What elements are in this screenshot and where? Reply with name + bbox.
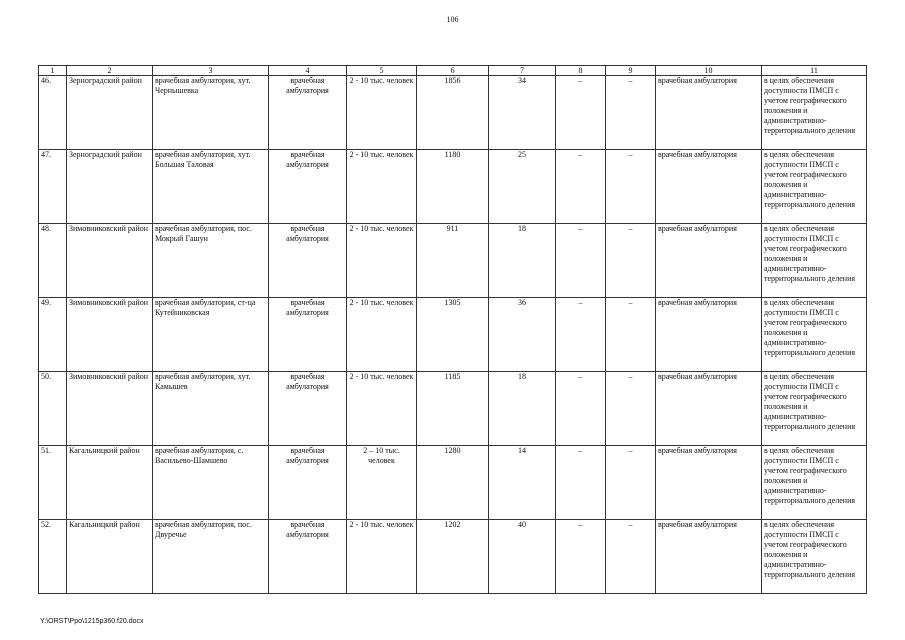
district-cell: Кагальницкий район: [67, 446, 153, 520]
table-row: [39, 150, 867, 224]
district-cell: Зерноградский район: [67, 150, 153, 224]
dash-cell: –: [556, 298, 606, 372]
population-cell: 1305: [417, 298, 489, 372]
column-header-6: 6: [417, 66, 489, 76]
value-cell: 14: [489, 446, 556, 520]
population-cell: 1185: [417, 372, 489, 446]
column-header-9: 9: [606, 66, 656, 76]
table-body: [39, 76, 867, 594]
facilities-table: [38, 65, 867, 594]
facility-type-cell: врачебная амбулатория: [269, 446, 347, 520]
population-range-cell: 2 - 10 тыс. человек: [347, 520, 417, 594]
facility-type-cell: врачебная амбулатория: [269, 520, 347, 594]
facility-name-cell: врачебная амбулатория, хут. Большая Таловая: [153, 150, 269, 224]
column-header-11: 11: [762, 66, 867, 76]
table-row: [39, 76, 867, 150]
justification-cell: в целях обеспечения доступности ПМСП с учетом географического положения и административно-территориального деления: [762, 372, 867, 446]
district-cell: Зимовниковский район: [67, 224, 153, 298]
facility-type-cell: врачебная амбулатория: [269, 224, 347, 298]
population-range-cell: 2 - 10 тыс. человек: [347, 224, 417, 298]
facility-name-cell: врачебная амбулатория, с. Васильево-Шамшево: [153, 446, 269, 520]
justification-cell: в целях обеспечения доступности ПМСП с учетом географического положения и административно-территориального деления: [762, 298, 867, 372]
target-type-cell: врачебная амбулатория: [656, 298, 762, 372]
dash-cell: –: [556, 372, 606, 446]
dash-cell: –: [556, 76, 606, 150]
dash-cell: –: [556, 520, 606, 594]
district-cell: Кагальницкий район: [67, 520, 153, 594]
value-cell: 18: [489, 372, 556, 446]
population-range-cell: 2 - 10 тыс. человек: [347, 76, 417, 150]
dash-cell: –: [606, 298, 656, 372]
table-row: [39, 298, 867, 372]
facility-type-cell: врачебная амбулатория: [269, 76, 347, 150]
population-cell: 1856: [417, 76, 489, 150]
table-row: [39, 372, 867, 446]
dash-cell: –: [556, 446, 606, 520]
dash-cell: –: [606, 224, 656, 298]
population-range-cell: 2 - 10 тыс. человек: [347, 298, 417, 372]
dash-cell: –: [606, 150, 656, 224]
population-range-cell: 2 - 10 тыс. человек: [347, 372, 417, 446]
facility-name-cell: врачебная амбулатория, ст-ца Кутейниковская: [153, 298, 269, 372]
justification-cell: в целях обеспечения доступности ПМСП с учетом географического положения и административно-территориального деления: [762, 224, 867, 298]
value-cell: 40: [489, 520, 556, 594]
page-number: 106: [446, 15, 459, 24]
table-row: [39, 446, 867, 520]
table-row: [39, 520, 867, 594]
value-cell: 36: [489, 298, 556, 372]
value-cell: 18: [489, 224, 556, 298]
facility-type-cell: врачебная амбулатория: [269, 298, 347, 372]
row-number: 50.: [39, 372, 67, 446]
justification-cell: в целях обеспечения доступности ПМСП с учетом географического положения и административно-территориального деления: [762, 150, 867, 224]
dash-cell: –: [556, 224, 606, 298]
population-range-cell: 2 - 10 тыс. человек: [347, 150, 417, 224]
dash-cell: –: [606, 372, 656, 446]
column-header-1: 1: [39, 66, 67, 76]
population-cell: 1180: [417, 150, 489, 224]
column-header-5: 5: [347, 66, 417, 76]
target-type-cell: врачебная амбулатория: [656, 76, 762, 150]
column-header-2: 2: [67, 66, 153, 76]
facility-name-cell: врачебная амбулатория, хут. Камышев: [153, 372, 269, 446]
target-type-cell: врачебная амбулатория: [656, 150, 762, 224]
population-cell: 911: [417, 224, 489, 298]
dash-cell: –: [606, 446, 656, 520]
row-number: 51.: [39, 446, 67, 520]
target-type-cell: врачебная амбулатория: [656, 224, 762, 298]
justification-cell: в целях обеспечения доступности ПМСП с учетом географического положения и административно-территориального деления: [762, 520, 867, 594]
population-cell: 1202: [417, 520, 489, 594]
facility-name-cell: врачебная амбулатория, пос. Мокрый Гашун: [153, 224, 269, 298]
dash-cell: –: [606, 76, 656, 150]
district-cell: Зимовниковский район: [67, 298, 153, 372]
value-cell: 25: [489, 150, 556, 224]
row-number: 47.: [39, 150, 67, 224]
dash-cell: –: [606, 520, 656, 594]
table-row: [39, 224, 867, 298]
facility-type-cell: врачебная амбулатория: [269, 372, 347, 446]
population-range-cell: 2 – 10 тыс. человек: [347, 446, 417, 520]
column-header-10: 10: [656, 66, 762, 76]
facility-name-cell: врачебная амбулатория, пос. Двуречье: [153, 520, 269, 594]
row-number: 52.: [39, 520, 67, 594]
column-header-4: 4: [269, 66, 347, 76]
district-cell: Зерноградский район: [67, 76, 153, 150]
facility-name-cell: врачебная амбулатория, хут. Чернышевка: [153, 76, 269, 150]
dash-cell: –: [556, 150, 606, 224]
target-type-cell: врачебная амбулатория: [656, 520, 762, 594]
column-header-8: 8: [556, 66, 606, 76]
row-number: 48.: [39, 224, 67, 298]
facility-type-cell: врачебная амбулатория: [269, 150, 347, 224]
value-cell: 34: [489, 76, 556, 150]
justification-cell: в целях обеспечения доступности ПМСП с учетом географического положения и административно-территориального деления: [762, 446, 867, 520]
justification-cell: в целях обеспечения доступности ПМСП с учетом географического положения и административно-территориального деления: [762, 76, 867, 150]
header-row: [39, 66, 867, 76]
district-cell: Зимовниковский район: [67, 372, 153, 446]
target-type-cell: врачебная амбулатория: [656, 372, 762, 446]
file-path-footer: Y:\ORST\Ppo\1215p360.f20.docx: [40, 618, 144, 625]
row-number: 46.: [39, 76, 67, 150]
row-number: 49.: [39, 298, 67, 372]
column-header-7: 7: [489, 66, 556, 76]
population-cell: 1280: [417, 446, 489, 520]
column-header-3: 3: [153, 66, 269, 76]
target-type-cell: врачебная амбулатория: [656, 446, 762, 520]
